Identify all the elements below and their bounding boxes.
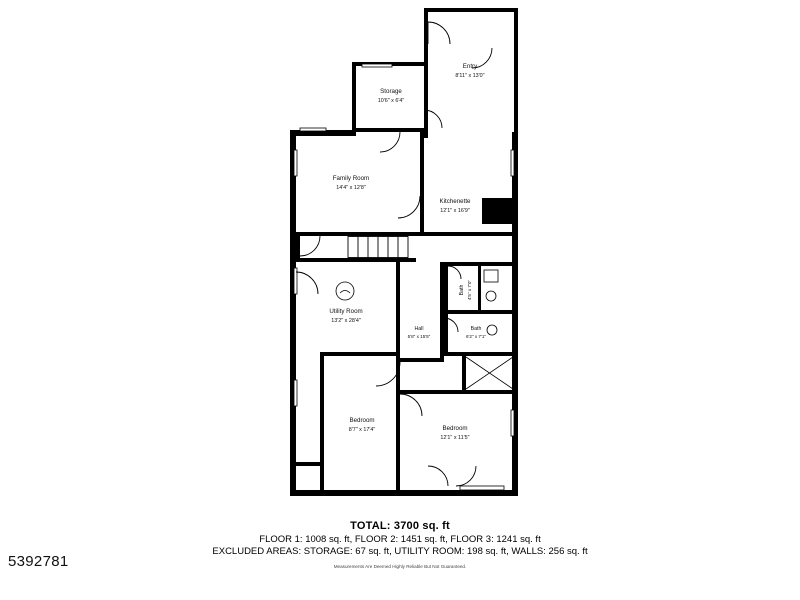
room-label-storage: Storage: [380, 88, 402, 95]
room-label-kitchenette: Kitchenette: [439, 198, 471, 205]
total-area-label: TOTAL: 3700 sq. ft: [350, 520, 450, 532]
room-dim-hall: 5'8" x 15'5": [407, 334, 431, 339]
room-label-family-room: Family Room: [332, 175, 370, 182]
room-dim-bedroom-1: 8'7" x 17'4": [348, 427, 376, 433]
room-dim-bath-main: 6'2" x 7'1": [465, 334, 487, 339]
floorplan-summary: [0, 520, 800, 574]
measurement-disclaimer: Measurements Are Deemed Highly Reliable But Not Guaranteed.: [333, 564, 467, 569]
room-label-bedroom-2: Bedroom: [442, 425, 468, 432]
room-label-bedroom-1: Bedroom: [349, 417, 375, 424]
room-dim-family-room: 14'4" x 12'8": [336, 185, 366, 191]
room-dim-utility-room: 13'2" x 28'4": [331, 318, 361, 324]
room-label-hall: Hall: [414, 326, 424, 332]
room-dim-bedroom-2: 12'1" x 11'5": [440, 435, 470, 441]
room-dim-entry: 8'11" x 13'0": [455, 73, 485, 79]
room-label-entry: Entry: [462, 63, 478, 70]
excluded-areas-label: EXCLUDED AREAS: STORAGE: 67 sq. ft, UTILITY ROOM: 198 sq. ft, WALLS: 256 sq. ft: [212, 546, 588, 557]
room-dim-kitchenette: 12'1" x 16'9": [440, 208, 470, 214]
room-label-bath-main: Bath: [470, 326, 482, 332]
room-label-bath-small: Bath: [459, 284, 465, 296]
room-label-utility-room: Utility Room: [329, 308, 363, 315]
floor-breakdown-label: FLOOR 1: 1008 sq. ft, FLOOR 2: 1451 sq. ft, FLOOR 3: 1241 sq. ft: [259, 534, 541, 545]
room-dim-bath-small: 4'5" x 7'0": [467, 279, 472, 301]
listing-id: 5392781: [8, 553, 69, 570]
room-dim-storage: 10'6" x 6'4": [377, 98, 405, 104]
